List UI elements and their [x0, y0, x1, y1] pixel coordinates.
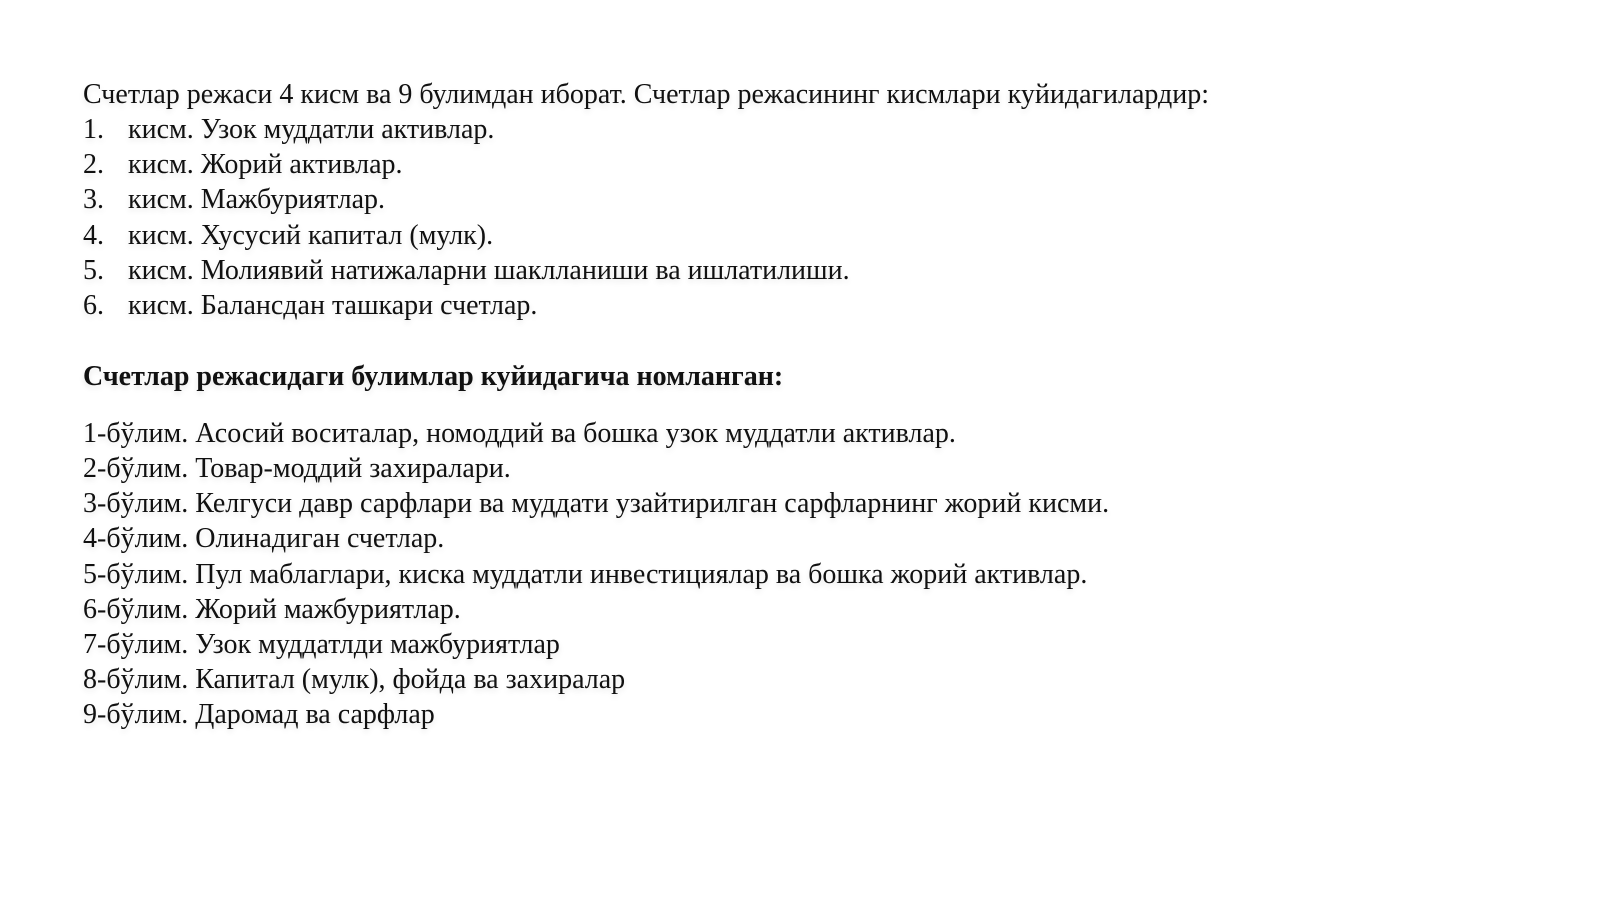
part-item: [83, 289, 537, 323]
part-item: [83, 254, 850, 288]
section-item: 5-бўлим. Пул маблаглари, киска муддатли инвестициялар ва бошка жорий активлар.: [83, 559, 1088, 590]
section-item: 2-бўлим. Товар-моддий захиралари.: [83, 453, 511, 484]
part-text: кисм. Хусусий капитал (мулк).: [128, 220, 494, 251]
part-text: кисм. Жорий активлар.: [128, 149, 403, 180]
part-item: [83, 113, 494, 147]
section-item: 1-бўлим. Асосий воситалар, номоддий ва бошка узок муддатли активлар.: [83, 418, 956, 449]
part-number: 6.: [83, 290, 104, 321]
part-number: 2.: [83, 149, 104, 180]
part-item: [83, 183, 385, 217]
sections-heading: Счетлар режасидаги булимлар куйидагича номланган:: [83, 361, 784, 392]
section-item: 4-бўлим. Олинадиган счетлар.: [83, 523, 445, 554]
part-item: [83, 148, 403, 182]
part-number: 5.: [83, 255, 104, 286]
part-text: кисм. Молиявий натижаларни шаклланиши ва ишлатилиши.: [128, 255, 850, 286]
section-item: 3-бўлим. Келгуси давр сарфлари ва муддати узайтирилган сарфларнинг жорий кисми.: [83, 488, 1110, 519]
section-item: 8-бўлим. Капитал (мулк), фойда ва захиралар: [83, 664, 626, 695]
part-text: кисм. Узок муддатли активлар.: [128, 114, 495, 145]
part-item: [83, 219, 493, 253]
section-item: 9-бўлим. Даромад ва сарфлар: [83, 699, 435, 730]
part-text: кисм. Балансдан ташкари счетлар.: [128, 290, 538, 321]
section-item: 6-бўлим. Жорий мажбуриятлар.: [83, 594, 461, 625]
part-text: кисм. Мажбуриятлар.: [128, 184, 386, 215]
part-number: 1.: [83, 114, 104, 145]
intro-text: Счетлар режаси 4 кисм ва 9 булимдан иборат. Счетлар режасининг кисмлари куйидагилардир:: [83, 79, 1210, 110]
part-number: 4.: [83, 220, 104, 251]
part-number: 3.: [83, 184, 104, 215]
section-item: 7-бўлим. Узок муддатлди мажбуриятлар: [83, 629, 560, 660]
